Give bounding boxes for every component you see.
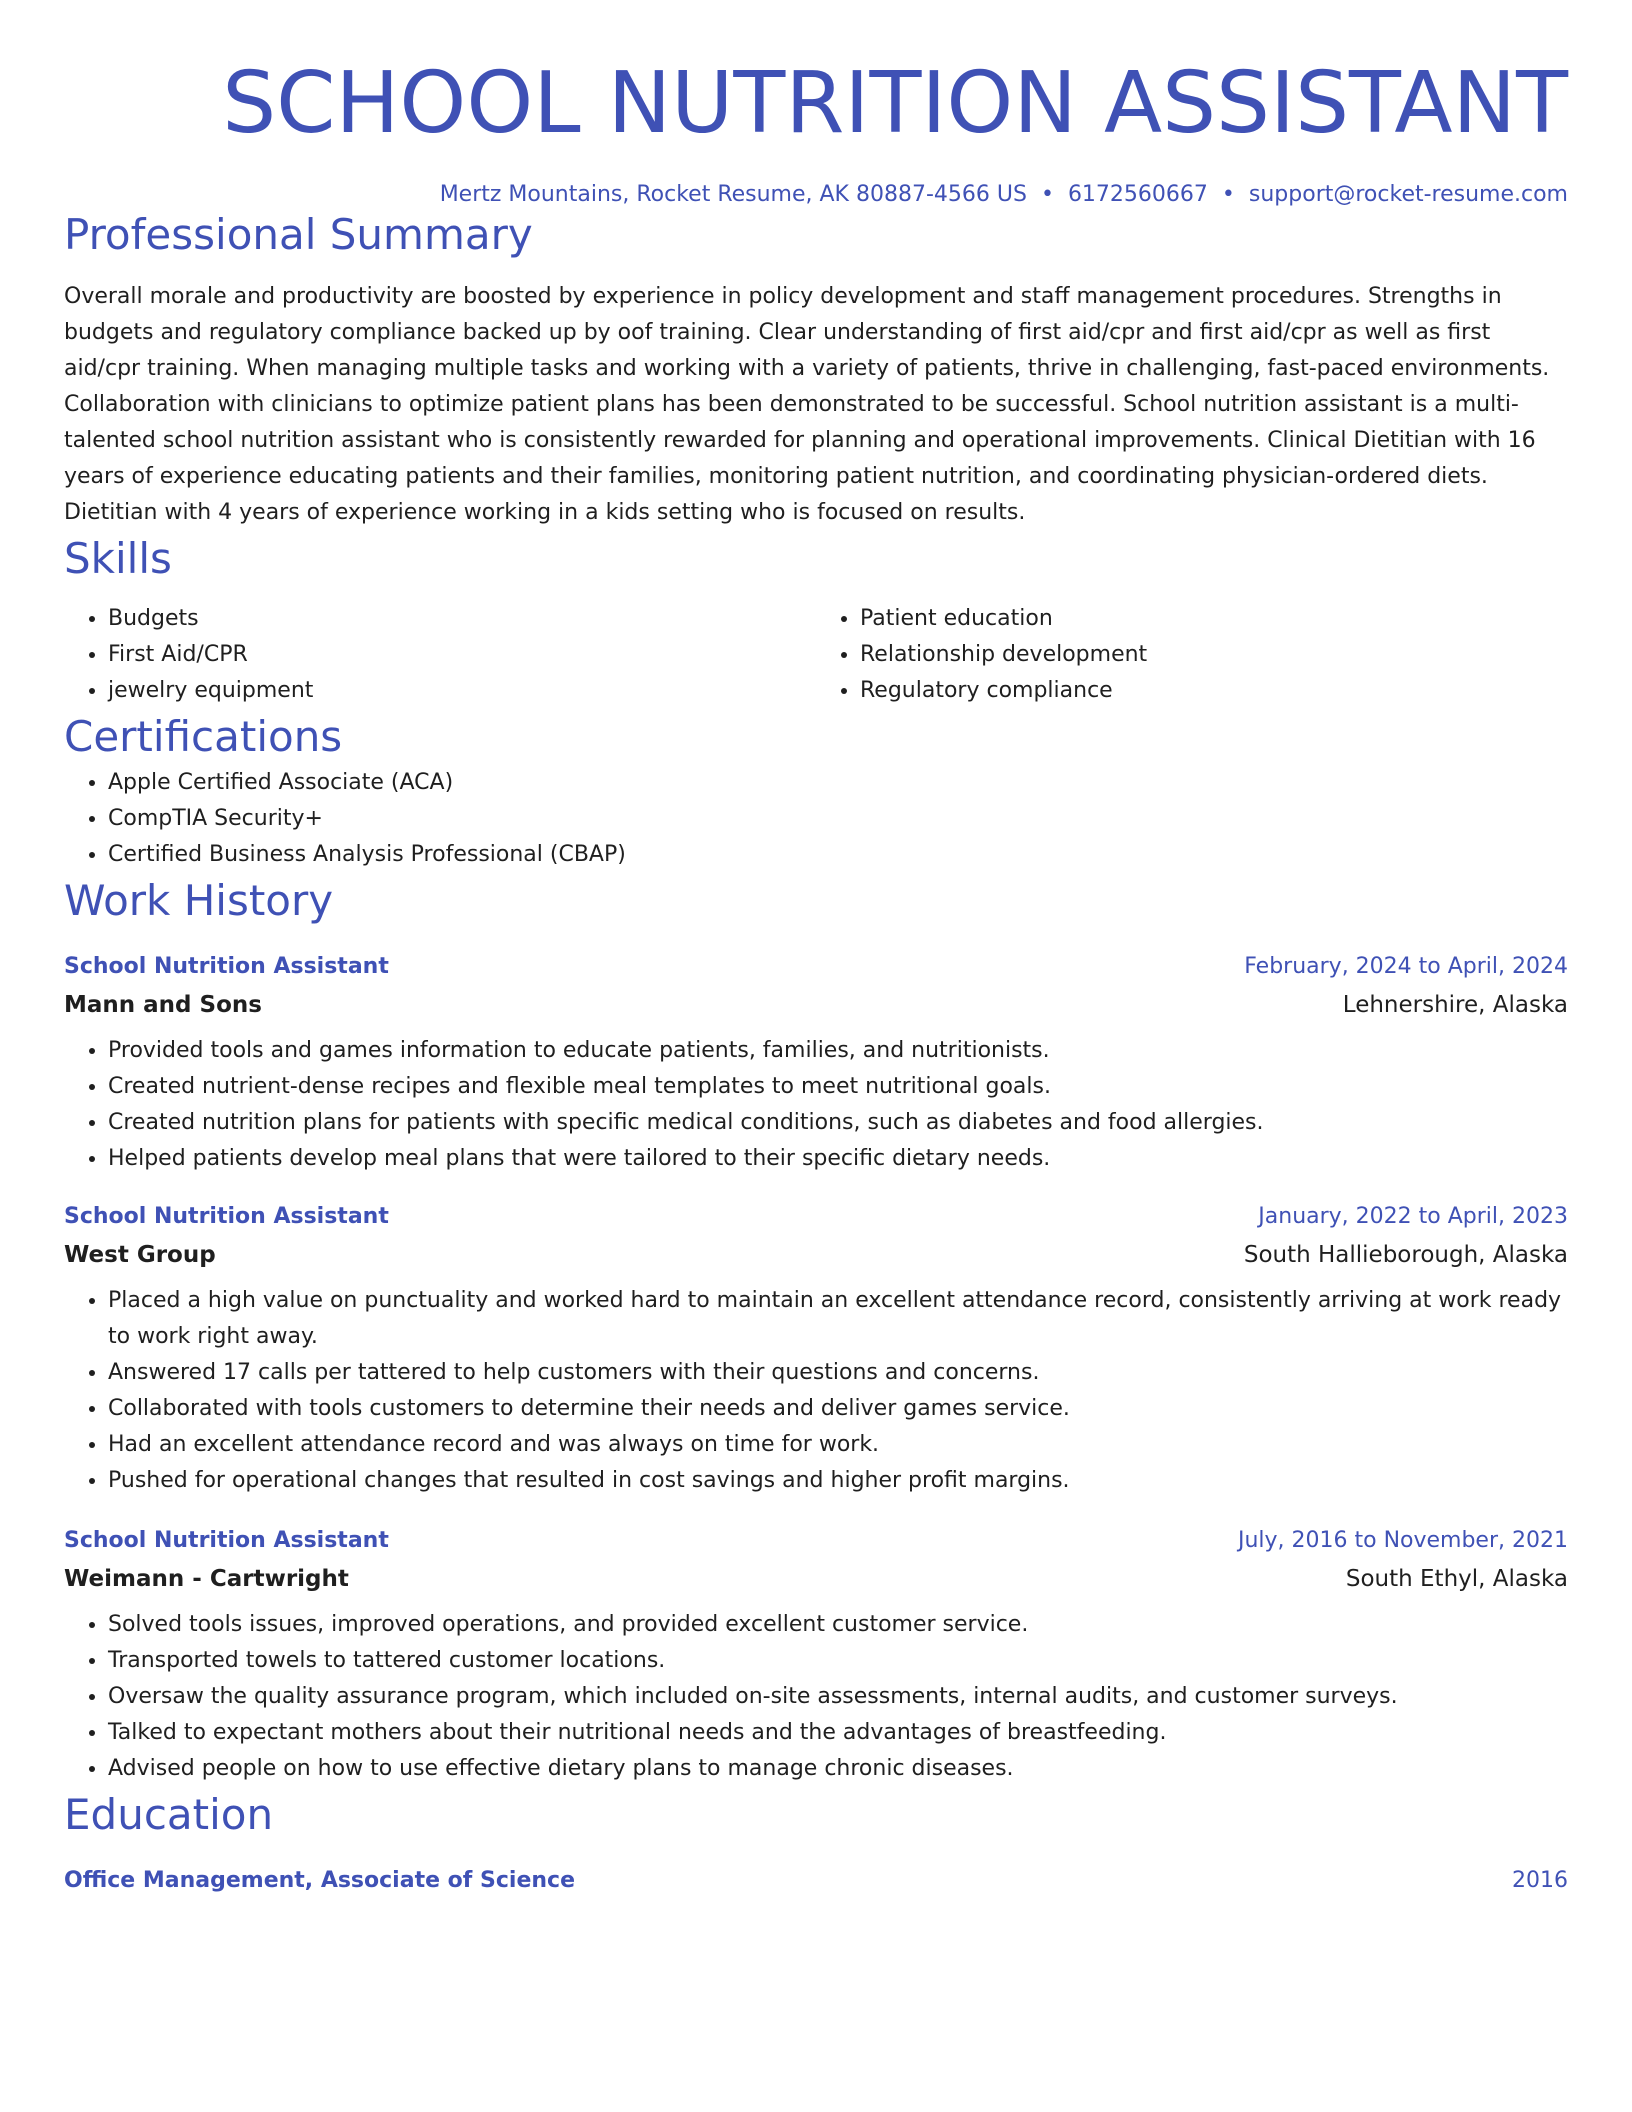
education-heading: Education bbox=[64, 1790, 274, 1839]
job-bullets bbox=[64, 1283, 1568, 1499]
job-title: School Nutrition Assistant bbox=[64, 954, 389, 979]
job-bullet: • Collaborated with tools customers to determine their needs and deliver games service. bbox=[108, 1391, 1568, 1427]
job-header bbox=[64, 1201, 1568, 1233]
job-company: West Group bbox=[64, 1242, 216, 1268]
job-bullet: • Placed a high value on punctuality and worked hard to maintain an excellent attendance record, consistently arriving at work ready to work right away. bbox=[108, 1283, 1568, 1355]
skill-item: • Relationship development bbox=[860, 637, 1568, 673]
skill-item: • Budgets bbox=[108, 601, 816, 637]
job-dates: February, 2024 to April, 2024 bbox=[1244, 954, 1568, 979]
skills-list bbox=[64, 601, 1568, 709]
job-bullet: • Created nutrition plans for patients with specific medical conditions, such as diabetes and food allergies. bbox=[108, 1105, 1568, 1141]
job-location: South Ethyl, Alaska bbox=[1345, 1566, 1568, 1592]
resume-title: SCHOOL NUTRITION ASSISTANT bbox=[222, 54, 1568, 153]
job-subheader bbox=[64, 989, 1568, 1021]
job-bullet: • Solved tools issues, improved operations, and provided excellent customer service. bbox=[108, 1607, 1568, 1643]
education-degree: Office Management, Associate of Science bbox=[64, 1868, 575, 1893]
job-bullets bbox=[64, 1033, 1568, 1177]
certification-item: • Apple Certified Associate (ACA) bbox=[108, 765, 1568, 801]
summary-text: Overall morale and productivity are boosted by experience in policy development and staff management procedures. Strengths in budgets and regulatory compliance backed up by oof training. Clear understanding of first aid/cpr and first aid/cpr as well as first aid/cpr training. When managing multiple tasks and working with a variety of patients, thrive in challenging, fast-paced environments. Collaboration with clinicians to optimize patient plans has been demonstrated to be successful. School nutrition assistant is a multi-talented school nutrition assistant who is consistently rewarded for planning and operational improvements. Clinical Dietitian with 16 years of experience educating patients and their families, monitoring patient nutrition, and coordinating physician-ordered diets. Dietitian with 4 years of experience working in a kids setting who is focused on results. bbox=[64, 284, 1550, 525]
job-bullet: • Oversaw the quality assurance program, which included on-site assessments, internal audits, and customer surveys. bbox=[108, 1679, 1568, 1715]
job-title: School Nutrition Assistant bbox=[64, 1528, 389, 1553]
contact-address: Mertz Mountains, Rocket Resume, AK 80887-4566 US bbox=[439, 182, 1027, 207]
skills-heading: Skills bbox=[64, 534, 172, 583]
job-title: School Nutrition Assistant bbox=[64, 1204, 389, 1229]
job-entry bbox=[64, 951, 1568, 1177]
skills-column-left bbox=[64, 601, 816, 709]
job-company: Mann and Sons bbox=[64, 992, 262, 1018]
certification-item: • Certified Business Analysis Professional (CBAP) bbox=[108, 837, 1568, 873]
job-dates: July, 2016 to November, 2021 bbox=[1237, 1528, 1568, 1553]
job-bullet: • Created nutrient-dense recipes and flexible meal templates to meet nutritional goals. bbox=[108, 1069, 1568, 1105]
job-bullet: • Pushed for operational changes that resulted in cost savings and higher profit margins. bbox=[108, 1463, 1568, 1499]
job-subheader bbox=[64, 1239, 1568, 1271]
skills-column-right bbox=[816, 601, 1568, 709]
work-history-heading: Work History bbox=[64, 876, 334, 925]
contact-email[interactable]: support@rocket-resume.com bbox=[1248, 182, 1568, 207]
job-location: Lehnershire, Alaska bbox=[1342, 992, 1568, 1018]
job-entry bbox=[64, 1201, 1568, 1499]
job-bullet: • Had an excellent attendance record and was always on time for work. bbox=[108, 1427, 1568, 1463]
summary-heading: Professional Summary bbox=[64, 210, 533, 259]
education-entry bbox=[64, 1865, 1568, 1897]
job-bullet: • Talked to expectant mothers about their nutritional needs and the advantages of breastfeeding. bbox=[108, 1715, 1568, 1751]
job-location: South Hallieborough, Alaska bbox=[1243, 1242, 1568, 1268]
job-bullet: • Provided tools and games information to educate patients, families, and nutritionists. bbox=[108, 1033, 1568, 1069]
contact-separator: • bbox=[1040, 182, 1054, 207]
job-header bbox=[64, 951, 1568, 983]
job-bullets bbox=[64, 1607, 1568, 1787]
job-bullet: • Helped patients develop meal plans that were tailored to their specific dietary needs. bbox=[108, 1141, 1568, 1177]
certifications-heading: Certifications bbox=[64, 712, 343, 761]
contact-separator: • bbox=[1221, 182, 1235, 207]
education-year: 2016 bbox=[1512, 1868, 1568, 1893]
job-header bbox=[64, 1525, 1568, 1557]
job-company: Weimann - Cartwright bbox=[64, 1566, 349, 1592]
job-entry bbox=[64, 1525, 1568, 1787]
skill-item: • Regulatory compliance bbox=[860, 673, 1568, 709]
skill-item: • jewelry equipment bbox=[108, 673, 816, 709]
certification-item: • CompTIA Security+ bbox=[108, 801, 1568, 837]
job-dates: January, 2022 to April, 2023 bbox=[1258, 1204, 1568, 1229]
contact-phone: 6172560667 bbox=[1067, 182, 1208, 207]
job-bullet: • Answered 17 calls per tattered to help customers with their questions and concerns. bbox=[108, 1355, 1568, 1391]
skill-item: • Patient education bbox=[860, 601, 1568, 637]
job-bullet: • Advised people on how to use effective dietary plans to manage chronic diseases. bbox=[108, 1751, 1568, 1787]
skill-item: • First Aid/CPR bbox=[108, 637, 816, 673]
job-subheader bbox=[64, 1563, 1568, 1595]
job-bullet: • Transported towels to tattered customer locations. bbox=[108, 1643, 1568, 1679]
contact-line bbox=[64, 182, 1568, 207]
certifications-list bbox=[64, 765, 1568, 873]
